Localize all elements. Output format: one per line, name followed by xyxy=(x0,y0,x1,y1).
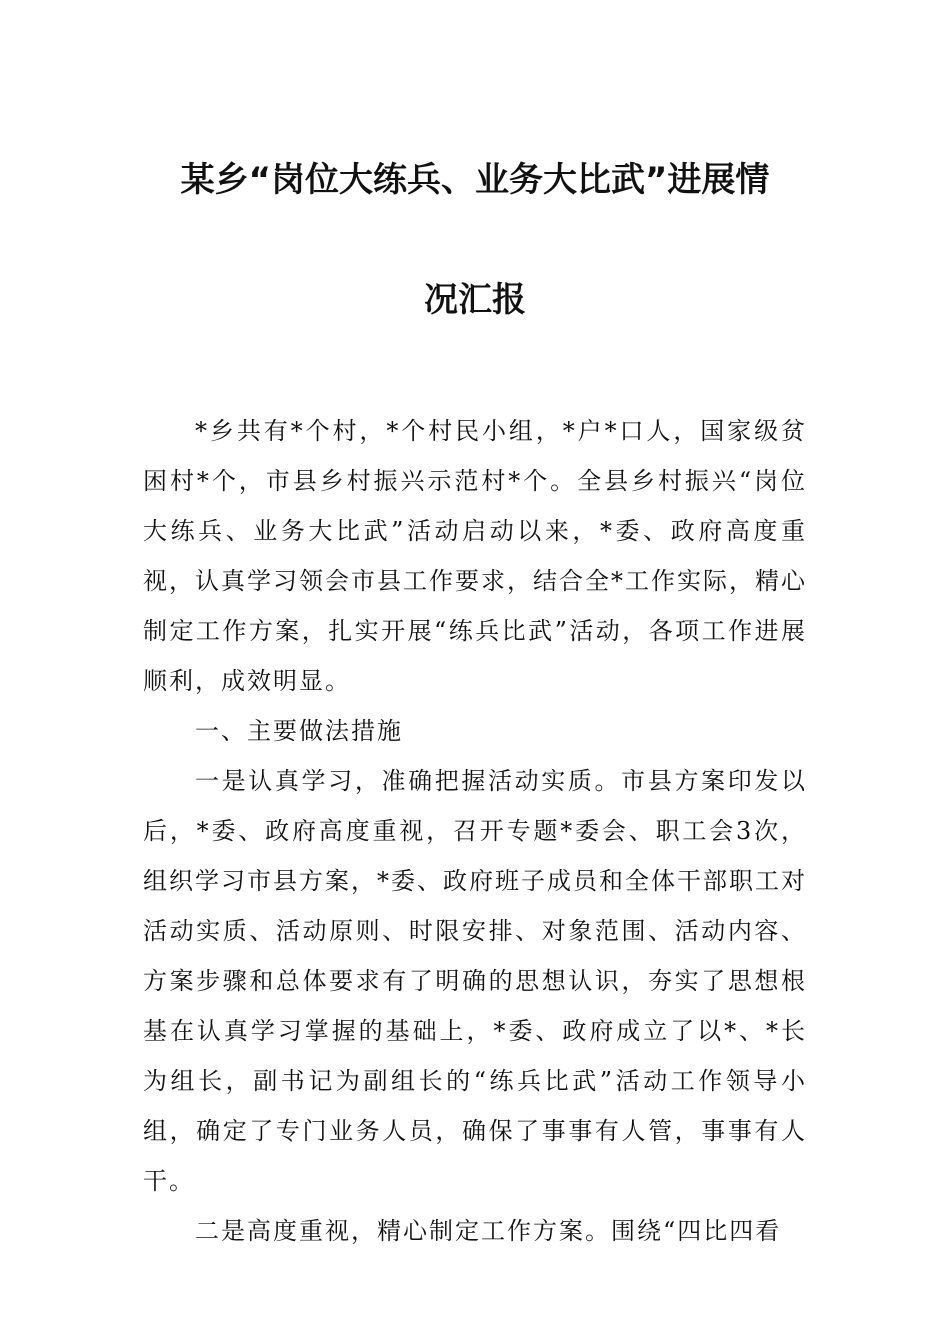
paragraph-intro: *乡共有*个村，*个村民小组，*户*口人，国家级贫困村*个，市县乡村振兴示范村*个。全县乡村振兴“岗位大练兵、业务大比武”活动启动以来，*委、政府高度重视，认真学习领会市县工作要求，结合全*工作实际，精心制定工作方案，扎实开展“练兵比武”活动，各项工作进展顺利，成效明显。 xyxy=(143,417,807,695)
paragraph-measure-1: 一是认真学习，准确把握活动实质。市县方案印发以后，*委、政府高度重视，召开专题*委会、职工会3次，组织学习市县方案，*委、政府班子成员和全体干部职工对活动实质、活动原则、时限安排、对象范围、活动内容、方案步骤和总体要求有了明确的思想认识，夯实了思想根基在认真学习掌握的基础上，*委、政府成立了以*、*长为组长，副书记为副组长的“练兵比武”活动工作领导小组，确定了专门业务人员，确保了事事有人管，事事有人干。 xyxy=(143,767,807,1195)
document-title-line-1: 某乡“岗位大练兵、业务大比武”进展情 xyxy=(180,160,770,200)
section-heading-main-measures: 一、主要做法措施 xyxy=(195,717,403,745)
paragraph-measure-2: 二是高度重视，精心制定工作方案。围绕“四比四看 xyxy=(195,1217,782,1245)
document-title-line-2: 况汇报 xyxy=(424,280,526,320)
document-body xyxy=(143,406,807,1256)
